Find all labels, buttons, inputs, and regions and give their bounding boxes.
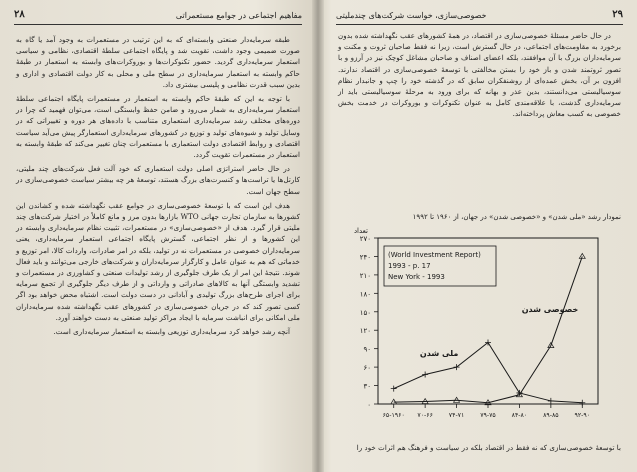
right-running-title: خصوصی‌سازی، خواست شرکت‌های چندملیتی [336,11,487,20]
y-tick-label: ۲۷۰ [359,235,371,243]
x-tick-label: ۷۴-۷۱ [448,412,465,419]
privatization-chart [330,222,632,432]
series-label-privatization: خصوصی شدن [521,304,579,314]
x-tick-label: ۷۰-۶۶ [417,412,433,419]
left-running-title: مفاهیم اجتماعی در جوامع مستعمراتی [175,11,302,20]
source-box-line: 1993 - p. 17 [388,262,431,270]
right-paragraph-1: در حال حاضر مسئلهٔ خصوصی‌سازی در اقتصاد، در همهٔ کشورهای عقب نگهداشته شده بدون برخورد به مقاومت‌های اجتماعی، در حال گسترش است، زیرا نه فقط صاحبان ثروت و مکنت و سرمایه‌داران بزرگ با آن موافقند، بلکه اعضای اصناف و صاحبان مشاغل کوچک نیز در آرزو و با تصور ثروتمند شدن و باز خود را بستن مخالفتی با توسعهٔ خصوصی‌سازی در اقتصاد ندارند. افزون بر آن، بخش عمده‌ای از روشنفکران سابق که در گذشته خود را چپ و جانبدار نظام سوسیالیستی می‌دانستند، بدین عذر و بهانه که برای ورود به مرحلهٔ سوسیالیستی باید از سرمایه‌داری گذشت، با علاقه‌مندی کامل به عنوان تکنوکرات و بوروکرات در خدمت بخش خصوصی به کسب معاش پرداخته‌اند. [338,31,621,119]
chart-svg [330,222,632,432]
x-tick-label: ۸۹-۸۵ [543,412,559,419]
left-paragraph-4: هدف این است که با توسعهٔ خصوصی‌سازی در جوامع عقب نگهداشته شده و کشاندن این کشورها به سازمان تجارت جهانی WTO بازارها بدون مرز و مانع کاملاً در اختیار شرکت‌های چند ملیتی قرار گیرد. هدف از «خصوصی‌سازی» در مستعمرات، تثبیت نظام سرمایه‌داری وابسته در این کشورها و از نظر اجتماعی، گسترش پایگاه اجتماعی استعمار سرمایه‌داری، یعنی سرمایه‌داران خصوصی در مستعمرات نه در تولید، بلکه در امر صادرات، واردات کالا، امر توزیع و خدماتی که هم به عنوان عامل و کارگزار سرمایه‌داران و شرکت‌های خارجی می‌توانند و باید فعال شوند. نتیجهٔ این امر از یک طرف جلوگیری از رشد تولیدات صنعتی و کشاورزی در مستعمرات و تشدید وابستگی آنها به کالاهای صادراتی و وارداتی و از طرف دیگر جلوگیری از تجمع سرمایه برای اجرای طرح‌های بزرگ تولیدی و آبادانی در دست دولت است. اشتباه محض خواهد بود اگر کسی تصور کند که در جریان خصوصی‌سازی در کشورهای عقب نگهداشته شده سرمایه‌داران ملی امکانی برای انباشت سرمایه با ایجاد مراکز تولید صنعتی به دست خواهند آورد. [16,200,301,322]
y-tick-label: ۱۸۰ [359,290,371,299]
x-tick-label: ۶۵-۱۹۶۰ [382,412,405,419]
y-tick-label: ۳۰ [363,382,371,391]
y-tick-label: ۲۱۰ [359,271,371,280]
data-point-nationalization [548,398,554,404]
left-paragraph-5: آنچه رشد خواهد کرد سرمایه‌داری توزیعی وابسته به استعمار سرمایه‌داری است. [53,327,290,337]
data-point-nationalization [391,386,397,392]
x-tick-label: ۸۴-۸۰ [511,412,528,419]
data-point-nationalization [579,400,585,406]
left-paragraph-2: با توجه به این که طبقهٔ حاکم وابسته به استعمار در مستعمرات پایگاه اجتماعی سلطهٔ استعمار سرمایه‌داری به شمار می‌رود و ضامن حفظ وابستگی است، می‌توان فهمید که چرا در دوره‌های مختلف رشد سرمایه‌داری استعماری متناسب با داده‌های هر دوره و تغییراتی که در وسایل تولید و شیوه‌های تولید و توزیع در کشورهای سرمایه‌داری استعمارگر پیش می‌آید سیاست اقتصادی و روابط اقتصادی دولت استعماری با مستعمرات چنان تغییر می‌کند که طبقهٔ وابسته به استعمار در مستعمرات تقویت گردد. [16,94,300,160]
x-tick-label: ۹۲-۹۰ [574,412,591,419]
right-page-number: ۲۹ [612,9,623,20]
source-box-line: (World Investment Report) [388,251,481,259]
left-page-number: ۲۸ [14,9,25,20]
y-tick-label: ۱۵۰ [359,308,371,317]
series-label-nationalization: ملی شدن [419,349,459,359]
y-tick-label: ۲۴۰ [359,253,371,262]
left-page-header [14,8,302,25]
y-axis-label: تعداد [353,227,368,235]
chart-caption: نمودار رشد «ملی شدن» و «خصوصی شدن» در جهان، از ۱۹۶۰ تا ۱۹۹۲ [412,213,621,221]
right-page-body [338,30,621,123]
left-paragraph-3: در حال حاضر استراتژی اصلی دولت استعماری که خود آلت فعل شرکت‌های چند ملیتی، کارتل‌ها یا تراست‌ها و کنسرت‌های بزرگ هستند، توسعهٔ هر چه بیشتر سیاست خصوصی‌سازی در سطح جهان است. [16,164,300,196]
source-box-line: New York - 1993 [388,273,445,281]
left-page-body [16,34,300,340]
left-paragraph-1: طبقه سرمایه‌دار صنعتی وابسته‌ای که به این ترتیب در مستعمرات به وجود آمد یا گاه به صورت ضمیمی وجود داشت، تقویت شد و پایگاه اجتماعی سلطهٔ اقتصادی، نظامی و سیاسی استعمار سرمایه‌داری گردید. حضور تکنوکرات‌ها و بوروکرات‌های وابسته به استعمار در طبقهٔ حاکم وابسته به استعمار سرمایه‌داری در سطح ملی و محلی به کار دولت اقتصادی و اداری و بدین سبب قدرت نظامی و پلیسی بیشتری داد. [16,35,300,89]
y-tick-label: ۱۲۰ [359,327,371,336]
y-tick-label: ۹۰ [363,345,371,354]
data-point-nationalization [422,371,428,377]
left-page [0,0,316,472]
right-page-header [336,8,623,25]
x-tick-label: ۷۹-۷۵ [480,412,496,419]
right-page-footer-text: با توسعهٔ خصوصی‌سازی که نه فقط در اقتصاد بلکه در سیاست و فرهنگ هم اثرات خود را [356,443,621,452]
y-tick-label: ۰ [367,401,371,409]
y-tick-label: ۶۰ [363,364,371,373]
